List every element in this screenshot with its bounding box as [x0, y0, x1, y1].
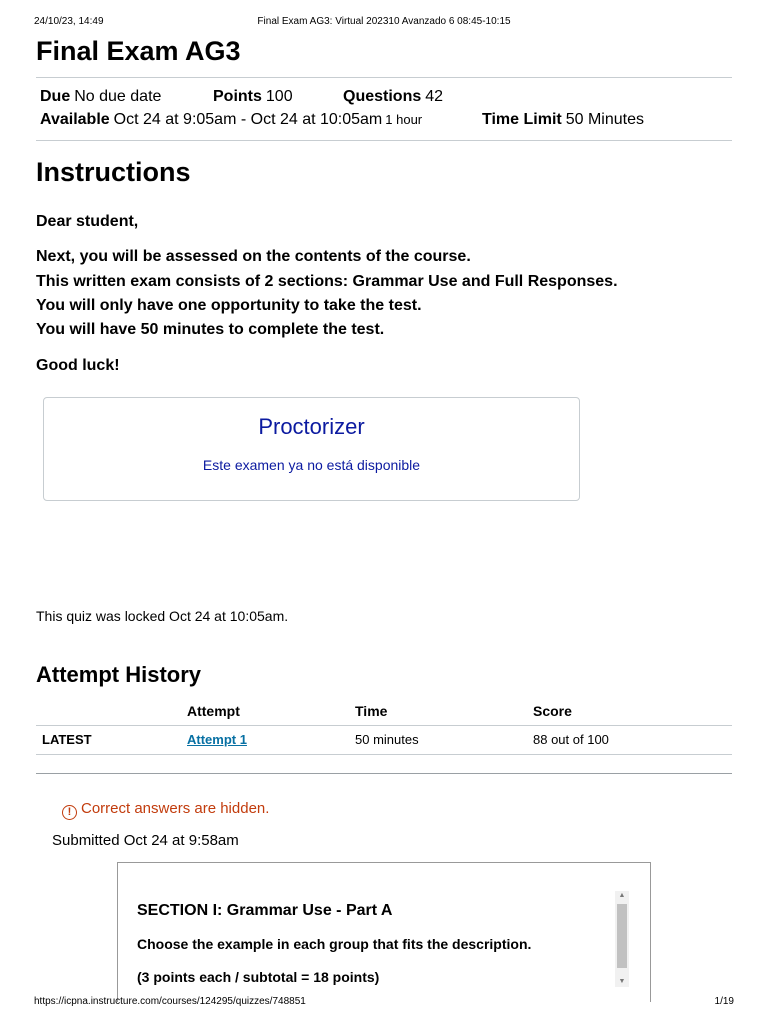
locked-message: This quiz was locked Oct 24 at 10:05am. — [36, 608, 289, 624]
question-section-title: SECTION I: Grammar Use - Part A — [137, 902, 393, 919]
attempt-history-heading: Attempt History — [36, 662, 202, 687]
scroll-down-arrow-icon[interactable]: ▼ — [618, 978, 626, 985]
due-value: No due date — [74, 88, 162, 105]
available-value: Oct 24 at 9:05am - Oct 24 at 10:05am — [113, 111, 383, 128]
due-label: Due — [40, 88, 71, 105]
table-divider — [36, 725, 732, 726]
attempt-time: 50 minutes — [355, 732, 419, 747]
attempt-score: 88 out of 100 — [533, 732, 609, 747]
proctorizer-panel — [43, 397, 580, 501]
meta-questions — [343, 88, 443, 106]
time-limit-label: Time Limit — [482, 111, 562, 128]
instructions-line: You will only have one opportunity to take the test. — [36, 297, 422, 314]
meta-time-limit — [482, 111, 644, 129]
question-points: (3 points each / subtotal = 18 points) — [137, 969, 380, 985]
print-page-number: 1/19 — [714, 996, 734, 1007]
time-limit-value: 50 Minutes — [565, 111, 644, 128]
print-footer — [34, 996, 734, 1010]
instructions-line: This written exam consists of 2 sections: Grammar Use and Full Responses. — [36, 273, 618, 290]
available-label: Available — [40, 111, 110, 128]
print-date: 24/10/23, 14:49 — [34, 16, 104, 27]
table-divider — [36, 754, 732, 755]
print-title: Final Exam AG3: Virtual 202310 Avanzado 6 08:45-10:15 — [257, 16, 511, 27]
meta-available — [40, 111, 422, 129]
scrollbar[interactable] — [615, 891, 629, 987]
question-frame[interactable] — [117, 862, 651, 1002]
proctorizer-message: Este examen ya no está disponible — [202, 457, 421, 473]
attempt-row-label: LATEST — [42, 732, 92, 747]
available-duration: 1 hour — [385, 112, 423, 127]
instructions-closing: Good luck! — [36, 357, 120, 374]
meta-points — [213, 88, 293, 106]
instructions-line: You will have 50 minutes to complete the test. — [36, 321, 385, 338]
divider — [36, 77, 732, 78]
points-label: Points — [213, 88, 262, 105]
column-header-score: Score — [533, 703, 572, 719]
instructions-greeting: Dear student, — [36, 213, 139, 230]
submitted-time: Submitted Oct 24 at 9:58am — [52, 832, 239, 849]
questions-value: 42 — [425, 88, 444, 105]
column-header-time: Time — [355, 703, 388, 719]
hidden-answers-warning — [62, 800, 269, 820]
instructions-line: Next, you will be assessed on the contents of the course. — [36, 248, 471, 265]
divider — [36, 773, 732, 774]
meta-due — [40, 88, 161, 106]
instructions-heading: Instructions — [36, 157, 191, 187]
page-title: Final Exam AG3 — [36, 36, 241, 66]
print-header — [34, 16, 734, 30]
points-value: 100 — [265, 88, 293, 105]
attempt-1-link[interactable]: Attempt 1 — [187, 732, 247, 747]
scroll-up-arrow-icon[interactable]: ▲ — [618, 892, 626, 899]
warning-icon: ! — [62, 805, 77, 820]
print-url: https://icpna.instructure.com/courses/124295/quizzes/748851 — [34, 996, 306, 1007]
question-instructions: Choose the example in each group that fits the description. — [137, 936, 532, 952]
column-header-attempt: Attempt — [187, 703, 240, 719]
divider — [36, 140, 732, 141]
questions-label: Questions — [343, 88, 422, 105]
scrollbar-thumb[interactable] — [617, 904, 627, 968]
warning-text: Correct answers are hidden. — [81, 800, 270, 817]
proctorizer-title: Proctorizer — [258, 414, 365, 439]
